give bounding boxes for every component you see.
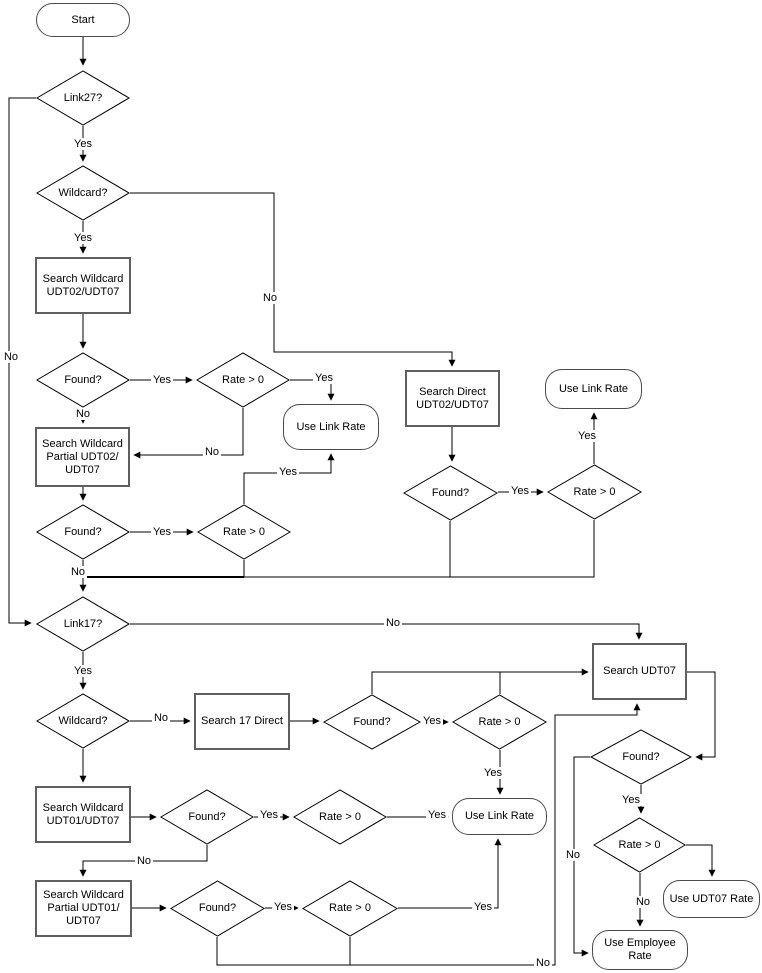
edge-label-found4-yes: Yes bbox=[423, 715, 441, 727]
edge-label-link17-no: No bbox=[385, 617, 401, 629]
node-found1-label: Found? bbox=[64, 373, 102, 386]
node-search-wildcard-udt02-udt07 bbox=[35, 257, 131, 314]
edge-label-found5-no: No bbox=[136, 855, 152, 867]
node-use-udt07-rate bbox=[663, 880, 760, 918]
edge-label-link17-yes: Yes bbox=[74, 665, 92, 677]
node-rate5 bbox=[293, 789, 387, 845]
node-rate2 bbox=[197, 504, 291, 560]
node-rate7 bbox=[593, 817, 686, 873]
edge-label-found2-yes: Yes bbox=[153, 526, 171, 538]
edge-label-link27-no: No bbox=[3, 351, 19, 363]
edge-label-found3-yes: Yes bbox=[511, 485, 529, 497]
edge-label-wildcard1-yes: Yes bbox=[74, 232, 92, 244]
node-rate7-label: Rate > 0 bbox=[618, 838, 661, 851]
node-search-wildcard-partial-udt02-udt07 bbox=[35, 427, 130, 487]
node-found5-label: Found? bbox=[188, 810, 226, 823]
node-start bbox=[36, 3, 130, 37]
edge-rate6-yes bbox=[398, 839, 498, 908]
node-use-link-rate-bottom-label: Use Link Rate bbox=[464, 810, 535, 822]
node-rate4 bbox=[452, 694, 547, 750]
edge-label-found7-no: No bbox=[565, 849, 581, 861]
node-search-wildcard-partial-udt02-udt07-label: Search Wildcard Partial UDT02/ UDT07 bbox=[42, 437, 123, 476]
node-wildcard1-label: Wildcard? bbox=[58, 186, 108, 199]
edge-label-rate5-yes: Yes bbox=[428, 809, 446, 821]
edge-label-rate3-yes: Yes bbox=[578, 430, 596, 442]
node-found2 bbox=[36, 504, 130, 560]
node-search-wildcard-udt01-udt07-label: Search Wildcard UDT01/UDT07 bbox=[42, 801, 124, 827]
edge-label-found7-yes: Yes bbox=[622, 794, 640, 806]
node-search-17-direct-label: Search 17 Direct bbox=[201, 715, 283, 727]
edge-label-rate6-yes: Yes bbox=[474, 901, 492, 913]
node-rate3 bbox=[547, 464, 642, 520]
edge-label-found1-no: No bbox=[75, 408, 91, 420]
edge-label-link27-yes: Yes bbox=[74, 138, 92, 150]
node-search-wildcard-partial-udt01-udt07-label: Search Wildcard Partial UDT01/ UDT07 bbox=[43, 889, 124, 927]
edge-label-found5-yes: Yes bbox=[260, 809, 278, 821]
node-link27 bbox=[36, 70, 130, 126]
edge-label-found1-yes: Yes bbox=[153, 374, 171, 386]
node-rate1 bbox=[196, 352, 290, 408]
node-link27-label: Link27? bbox=[63, 91, 103, 104]
node-use-link-rate-bottom bbox=[452, 798, 547, 835]
node-found2-label: Found? bbox=[64, 525, 102, 538]
edge-label-rate7-no: No bbox=[635, 896, 651, 908]
node-use-employee-rate-label: Use Employee Rate bbox=[604, 937, 676, 962]
node-wildcard2 bbox=[36, 693, 130, 749]
edge-found4-no-sudt07 bbox=[372, 672, 588, 694]
edge-wildcard1-no bbox=[130, 193, 452, 366]
node-rate1-label: Rate > 0 bbox=[222, 373, 264, 386]
node-rate3-label: Rate > 0 bbox=[573, 485, 616, 498]
node-rate6 bbox=[302, 880, 398, 937]
node-search-udt07-label: Search UDT07 bbox=[603, 665, 676, 677]
node-found5 bbox=[160, 789, 254, 845]
node-found1 bbox=[36, 352, 130, 408]
node-use-link-rate-mid-label: Use Link Rate bbox=[296, 420, 366, 433]
node-link17-label: Link17? bbox=[63, 617, 103, 630]
node-search-udt07 bbox=[592, 643, 687, 700]
edge-label-rate1-yes: Yes bbox=[315, 372, 333, 384]
node-found6 bbox=[170, 880, 265, 937]
node-use-link-rate-mid bbox=[283, 404, 379, 450]
node-search-direct-udt02-udt07-label: Search Direct UDT02/UDT07 bbox=[416, 385, 489, 411]
edge-label-bottom-no: No bbox=[535, 957, 551, 969]
edge-label-wildcard1-no: No bbox=[262, 292, 278, 304]
node-found4 bbox=[323, 694, 421, 750]
node-search-wildcard-partial-udt01-udt07 bbox=[35, 880, 132, 937]
node-wildcard1 bbox=[36, 165, 130, 221]
node-found4-label: Found? bbox=[353, 715, 391, 728]
node-search-direct-udt02-udt07 bbox=[405, 370, 500, 427]
node-found7 bbox=[590, 729, 692, 785]
node-link17 bbox=[36, 596, 130, 652]
node-search-17-direct bbox=[194, 693, 290, 750]
node-found3 bbox=[403, 465, 498, 521]
node-rate4-label: Rate > 0 bbox=[478, 715, 521, 728]
node-use-employee-rate bbox=[592, 930, 688, 970]
node-search-wildcard-udt01-udt07 bbox=[35, 786, 131, 843]
edge-rate2-yes bbox=[244, 454, 331, 504]
node-use-udt07-rate-label: Use UDT07 Rate bbox=[669, 892, 754, 905]
node-wildcard2-label: Wildcard? bbox=[58, 714, 108, 727]
node-use-link-rate-top-label: Use Link Rate bbox=[558, 382, 629, 395]
node-rate6-label: Rate > 0 bbox=[329, 902, 371, 914]
edge-label-wildcard2-no: No bbox=[153, 712, 169, 724]
node-found3-label: Found? bbox=[431, 486, 470, 499]
edge-label-rate1-no: No bbox=[204, 446, 220, 458]
node-search-wildcard-udt02-udt07-label: Search Wildcard UDT02/UDT07 bbox=[42, 272, 124, 298]
node-use-link-rate-top bbox=[545, 369, 642, 409]
node-found7-label: Found? bbox=[622, 750, 660, 763]
edge-label-found6-yes: Yes bbox=[274, 901, 292, 913]
edge-rate1-no bbox=[134, 408, 243, 455]
node-found6-label: Found? bbox=[198, 902, 237, 914]
edge-label-rate4-yes: Yes bbox=[484, 767, 502, 779]
node-rate5-label: Rate > 0 bbox=[319, 810, 361, 823]
edge-rate7-yes bbox=[686, 845, 712, 876]
node-rate2-label: Rate > 0 bbox=[223, 525, 265, 538]
node-start-label: Start bbox=[71, 13, 95, 26]
edge-label-rate2-yes: Yes bbox=[279, 466, 297, 478]
edge-label-found2-no: No bbox=[70, 566, 86, 578]
